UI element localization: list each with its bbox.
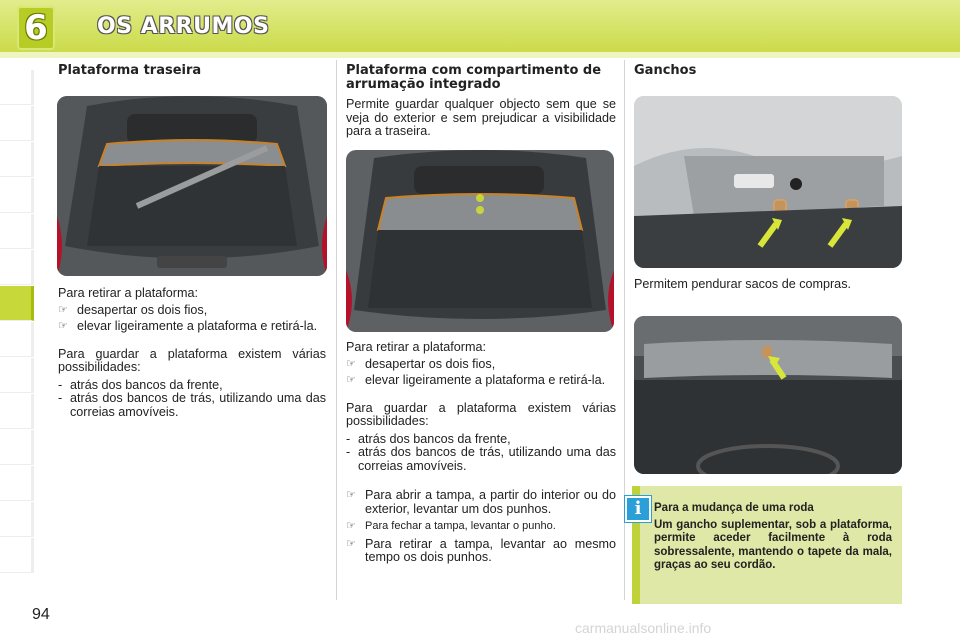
hand-pointer-icon: ☞ [58,303,68,316]
column2-text [346,341,616,565]
intro-text: Permite guardar qualquer objecto sem que se veja do exterior e sem prejudicar a visibilidade para a traseira. [346,97,616,138]
chapter-tab[interactable] [0,322,34,357]
chapter-tab[interactable] [0,250,34,285]
chapter-tab[interactable] [0,358,34,393]
chapter-tab[interactable] [0,430,34,465]
list-item: ☞ desapertar os dois fios, [346,356,496,371]
hand-pointer-icon: ☞ [346,537,356,550]
photo-hooks [634,96,902,268]
chapter-tab[interactable] [0,502,34,537]
info-text: Um gancho suplementar, sob a plataforma, permite aceder facilmente à roda sobressalente, mantendo o tapete da mala, graças ao seu cordão. [654,519,892,571]
list-item: ☞ Para retirar a tampa, levantar ao mesmo tempo os dois punhos. [346,536,616,564]
list-item: - atrás dos bancos da frente, [58,377,223,392]
chapter-number: 6 [24,8,48,48]
hand-pointer-icon: ☞ [346,520,356,532]
chapter-tab[interactable] [0,142,34,177]
column-rear-shelf [58,60,326,78]
hand-pointer-icon: ☞ [346,374,356,386]
chapter-tab[interactable] [0,538,34,573]
hand-pointer-icon: ☞ [346,357,356,370]
photo-spare-wheel-hook [634,316,902,474]
photo-storage-shelf [346,150,614,332]
section-heading: Plataforma com compartimento de arrumação integrado [346,63,602,92]
list-item: ☞ Para abrir a tampa, a partir do interior ou do exterior, levantar um dos punhos. [346,488,616,516]
page-title: OS ARRUMOS [97,14,270,39]
hand-pointer-icon: ☞ [58,320,68,332]
section-heading: Ganchos [634,63,697,78]
page-number: 94 [32,606,50,623]
remove-intro: Para retirar a plataforma: [58,286,198,300]
list-item: - atrás dos bancos de trás, utilizando uma das correias amovíveis. [346,445,616,473]
chapter-tab-active[interactable] [0,286,34,321]
chapter-tabs [0,70,34,574]
hooks-caption: Permitem pendurar sacos de compras. [634,277,851,291]
list-item: - atrás dos bancos de trás, utilizando uma das correias amovíveis. [58,391,326,419]
info-icon: i [625,496,651,522]
chapter-tab[interactable] [0,394,34,429]
list-item: ☞ elevar ligeiramente a plataforma e retirá-la. [346,373,606,387]
info-title: Para a mudança de uma roda [654,502,814,514]
list-item: ☞ desapertar os dois fios, [58,302,208,317]
header-strip [0,52,960,58]
chapter-tab[interactable] [0,178,34,213]
list-item: ☞ elevar ligeiramente a plataforma e retirá-la. [58,319,318,333]
column-divider [336,60,337,600]
store-intro: Para guardar a plataforma existem várias possibilidades: [58,346,326,374]
column1-text [58,287,326,419]
chapter-tab[interactable] [0,106,34,141]
remove-intro: Para retirar a plataforma: [346,340,486,354]
list-item: - atrás dos bancos da frente, [346,431,511,446]
chapter-tab[interactable] [0,214,34,249]
hand-pointer-icon: ☞ [346,489,356,501]
column-hooks [634,60,902,78]
list-item: ☞ Para fechar a tampa, levantar o punho. [346,520,556,532]
watermark: carmanualsonline.info [575,620,712,636]
store-intro: Para guardar a plataforma existem várias possibilidades: [346,400,616,428]
section-heading: Plataforma traseira [58,63,202,78]
photo-rear-shelf [57,96,327,276]
column-integrated-storage [346,60,616,139]
column3-caption [634,278,902,292]
chapter-tab[interactable] [0,466,34,501]
info-box [632,486,902,604]
chapter-tab[interactable] [0,70,34,105]
chapter-badge [17,6,55,50]
